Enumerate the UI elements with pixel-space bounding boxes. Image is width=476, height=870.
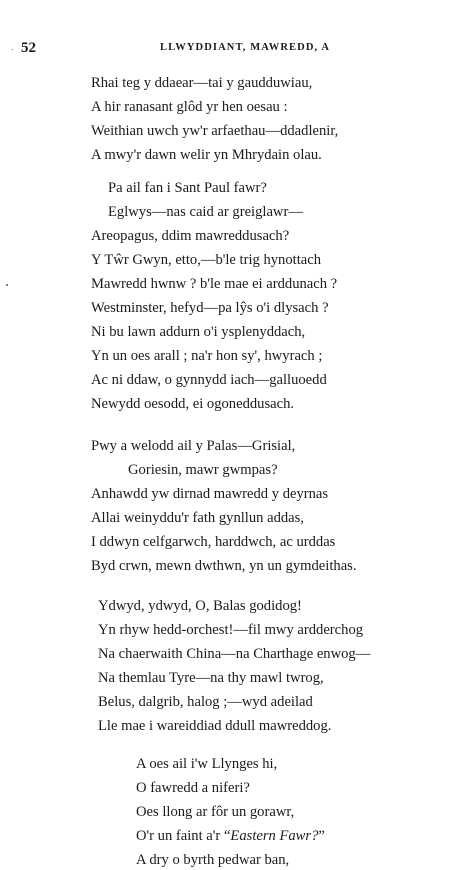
poem-line: Yn un oes arall ; na'r hon sy', hwyrach ;: [91, 348, 323, 364]
poem-line: Belus, dalgrib, halog ;—wyd adeilad: [98, 694, 313, 710]
poem-line: Westminster, hefyd—pa lŷs o'i dlysach ?: [91, 300, 329, 316]
page-speck: [12, 49, 13, 50]
poem-line: Y Tŵr Gwyn, etto,—b'le trig hynottach: [91, 252, 322, 268]
poem-line: Mawredd hwnw ? b'le mae ei arddunach ?: [91, 276, 338, 292]
poem-line: Rhai teg y ddaear—tai y gaudduwiau,: [91, 75, 313, 91]
page-header: [0, 40, 476, 60]
poem-line: A dry o byrth pedwar ban,: [136, 852, 290, 868]
ship-name-eastern: Eastern Fawr?: [230, 828, 319, 844]
poem-line: A mwy'r dawn welir yn Mhrydain olau.: [91, 147, 322, 163]
poem-line: I ddwyn celfgarwch, harddwch, ac urddas: [91, 534, 336, 550]
poem-line: O'r un faint a'r “Eastern Fawr?”: [136, 828, 325, 844]
poem-line: A hir ranasant glôd yr hen oesau :: [91, 99, 288, 115]
poem-line: Allai weinyddu'r fath gynllun addas,: [91, 510, 304, 526]
poem-line-text: O'r un faint a'r: [136, 828, 224, 844]
poem-line: Byd crwn, mewn dwthwn, yn un gymdeithas.: [91, 558, 357, 574]
poem-line: Eglwys—nas caid ar greiglawr—: [108, 204, 303, 220]
running-title: LLWYDDIANT, MAWREDD, A: [160, 42, 331, 53]
poem-line: Lle mae i wareiddiad ddull mawreddog.: [98, 718, 332, 734]
poem-line: Ni bu lawn addurn o'i ysplenyddach,: [91, 324, 306, 340]
page-number: 52: [21, 40, 36, 56]
poem-line: Weithian uwch yw'r arfaethau—ddadlenir,: [91, 123, 339, 139]
page-speck: [6, 284, 8, 286]
poem-line: Ac ni ddaw, o gynnydd iach—galluoedd: [91, 372, 327, 388]
poem-line: Na chaerwaith China—na Charthage enwog—: [98, 646, 371, 662]
poem-line: Ydwyd, ydwyd, O, Balas godidog!: [98, 598, 302, 614]
poem-line: Anhawdd yw dirnad mawredd y deyrnas: [91, 486, 329, 502]
poem-line: O fawredd a niferi?: [136, 780, 250, 796]
poem-line: A oes ail i'w Llynges hi,: [136, 756, 278, 772]
poem-line: Yn rhyw hedd-orchest!—fil mwy ardderchog: [98, 622, 364, 638]
poem-line: Goriesin, mawr gwmpas?: [128, 462, 278, 478]
poem-line: Pwy a welodd ail y Palas—Grisial,: [91, 438, 296, 454]
poem-line: Oes llong ar fôr un gorawr,: [136, 804, 295, 820]
poem-line: Newydd oesodd, ei ogoneddusach.: [91, 396, 295, 412]
poem-line: Areopagus, ddim mawreddusach?: [91, 228, 290, 244]
poem-line: Pa ail fan i Sant Paul fawr?: [108, 180, 267, 196]
poem-line: Na themlau Tyre—na thy mawl twrog,: [98, 670, 324, 686]
